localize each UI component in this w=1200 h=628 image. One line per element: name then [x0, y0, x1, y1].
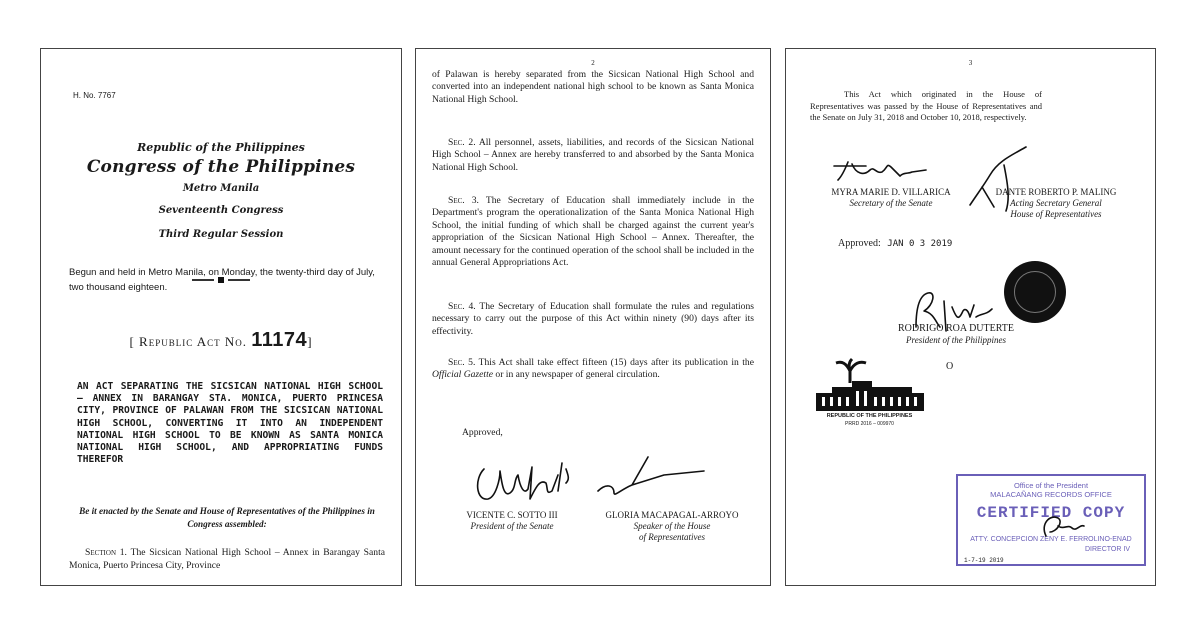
- logo-text-code: PRRD 2016 – 009970: [845, 421, 894, 427]
- document-page-1: [40, 48, 402, 586]
- section-5-text-b: or in any newspaper of general circulation.: [493, 369, 660, 381]
- section-2-text: All personnel, assets, liabilities, and records of the Sicsican National High School – Annex are hereby transferred to and absorbed by the Santa Monica National High School.: [432, 137, 754, 173]
- section-5-label: Sec. 5.: [448, 357, 476, 368]
- republic-act-number: 11174: [251, 329, 308, 351]
- stamp-records-office: MALACAÑANG RECORDS OFFICE: [990, 490, 1112, 499]
- signature-sotto: [466, 449, 586, 511]
- signature-villarica: [826, 154, 936, 186]
- house-bill-number: H. No. 7767: [73, 91, 116, 100]
- president-name: RODRIGO ROA DUTERTE: [897, 323, 1015, 334]
- header-seventeenth-congress: Seventeenth Congress: [158, 205, 284, 216]
- page-number: 3: [968, 59, 973, 67]
- approved-date: JAN 0 3 2019: [887, 239, 953, 249]
- approved-label: Approved,: [462, 427, 503, 438]
- page-mark: O: [946, 361, 954, 372]
- stamp-director: DIRECTOR IV: [1085, 546, 1130, 553]
- signature-arroyo: [592, 449, 732, 501]
- presidential-seal: [1004, 261, 1066, 323]
- section-5-gazette: Official Gazette: [432, 369, 494, 381]
- section-1-continued: of Palawan is hereby separated from the Sicsican National High School and converted into an independent national high school to be known as Santa Monica National High School.: [432, 69, 754, 105]
- section-1-text: The Sicsican National High School – Annex in Barangay Santa Monica, Puerto Princesa City, Province: [69, 547, 385, 571]
- origin-statement: This Act which originated in the House of Representatives was passed by the House of Representatives and the Senate on July 31, 2018 and October 10, 2018, respectively.: [810, 89, 1042, 122]
- signatory-2-title-line2: of Representatives: [639, 532, 705, 542]
- section-4-text: The Secretary of Education shall formulate the rules and regulations necessary to carry out the purpose of this Act within ninety (90) days after its effectivity.: [432, 301, 755, 337]
- signatory-2-title-line1: Speaker of the House: [633, 521, 711, 531]
- republic-act-suffix: ]: [307, 334, 313, 349]
- header-metro-manila: Metro Manila: [182, 183, 260, 194]
- section-5: [432, 357, 754, 382]
- signatory-2-name: GLORIA MACAPAGAL-ARROYO: [605, 510, 739, 520]
- section-3: [432, 195, 754, 269]
- section-4-label: Sec. 4.: [448, 301, 476, 312]
- signatory-maling-title-line1: Acting Secretary General: [1010, 198, 1102, 208]
- section-1-label: Section 1.: [85, 547, 131, 558]
- section-3-label: Sec. 3.: [448, 195, 479, 206]
- malacanang-palace-icon: [812, 357, 927, 411]
- document-page-3: [785, 48, 1156, 586]
- republic-act-heading: [41, 329, 401, 352]
- approved-label: Approved:: [838, 238, 881, 249]
- signatory-1-name: VICENTE C. SOTTO III: [466, 510, 558, 520]
- document-page-2: [415, 48, 771, 586]
- section-5-text-a: This Act shall take effect fifteen (15) days after its publication in the: [478, 357, 754, 368]
- stamp-certified-copy: CERTIFIED COPY: [976, 504, 1126, 522]
- malacanang-logo: [812, 357, 927, 429]
- stamp-date: 1-7-19 2019: [964, 557, 1004, 564]
- president-title: President of the Philippines: [906, 335, 1006, 345]
- stamp-office: Office of the President: [1013, 481, 1089, 490]
- header-republic: Republic of the Philippines: [137, 141, 305, 154]
- act-title: AN ACT SEPARATING THE SICSICAN NATIONAL HIGH SCHOOL – ANNEX IN BARANGAY STA. MONICA, PUERTO PRINCESA CITY, PROVINCE OF PALAWAN FROM THE SICSICAN NATIONAL HIGH SCHOOL, CONVERTING IT INTO AN INDEPENDENT NATIONAL HIGH SCHOOL TO BE KNOWN AS SANTA MONICA NATIONAL HIGH SCHOOL, AND APPROPRIATING FUNDS THEREFOR: [77, 381, 383, 466]
- signatory-maling-name: DANTE ROBERTO P. MALING: [995, 187, 1117, 197]
- signatory-1-title: President of the Senate: [470, 521, 554, 531]
- signatory-villarica-title: Secretary of the Senate: [849, 198, 933, 208]
- approved-line: [838, 238, 952, 249]
- signatory-villarica-name: MYRA MARIE D. VILLARICA: [831, 187, 951, 197]
- section-2-label: Sec. 2.: [448, 137, 476, 148]
- page-number: 2: [591, 59, 595, 67]
- logo-text-republic: REPUBLIC OF THE PHILIPPINES: [826, 413, 913, 419]
- header-regular-session: Third Regular Session: [158, 229, 284, 240]
- header-congress: Congress of the Philippines: [86, 157, 356, 177]
- begun-statement: Begun and held in Metro Manila, on Monday, the twenty-third day of July, two thousand eighteen.: [69, 267, 375, 293]
- signature-certifier: [1036, 510, 1086, 544]
- signatory-maling-title-line2: House of Representatives: [1010, 209, 1102, 219]
- republic-act-prefix: [ Republic Act No.: [129, 334, 248, 349]
- section-4: [432, 301, 754, 338]
- enacting-clause: Be it enacted by the Senate and House of Representatives of the Philippines in Congress assembled:: [79, 506, 375, 529]
- section-3-text: The Secretary of Education shall immediately include in the Department's program the operationalization of the Santa Monica National High School, the initial funding of which shall be charged against the current year's appropriation of the Sicsican National High School – Annex. Thereafter, the amount necessary for the continued operation of the school shall be included in the annual General Appropriations Act.: [432, 195, 754, 269]
- certified-copy-stamp: [956, 474, 1146, 566]
- stamp-attorney: ATTY. CONCEPCION ZENY E. FERROLINO-ENAD: [970, 536, 1132, 543]
- section-1: [69, 546, 385, 572]
- section-2: [432, 137, 754, 174]
